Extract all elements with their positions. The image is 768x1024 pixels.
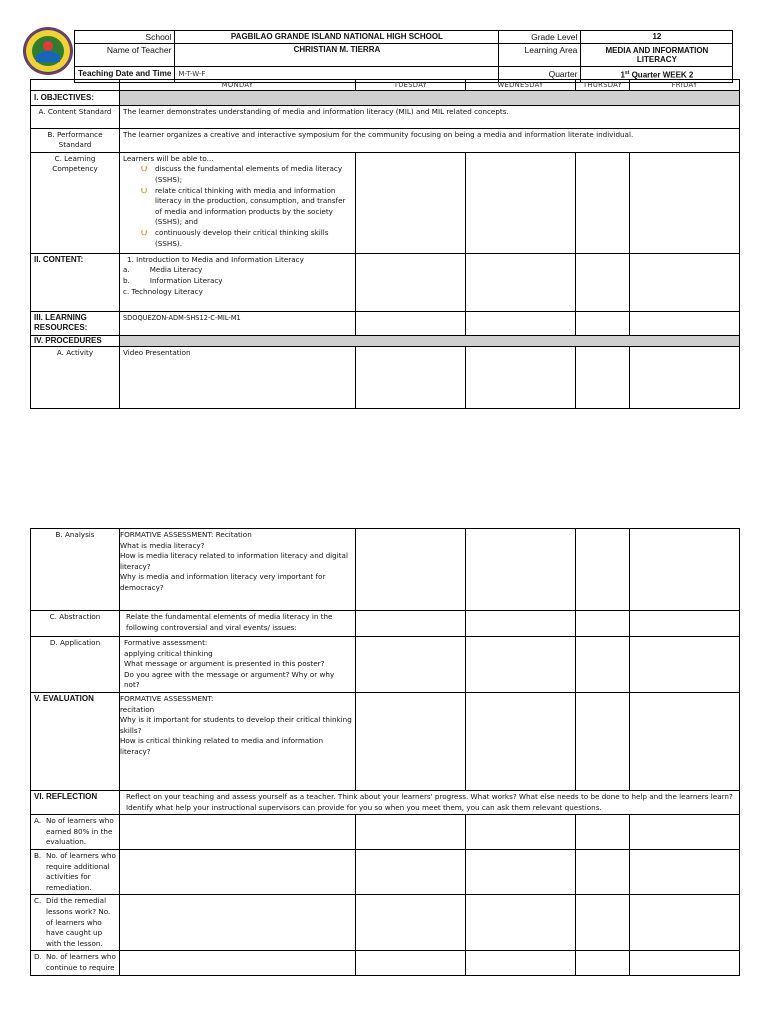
procedures-heading: IV. PROCEDURES [31,335,120,346]
teacher-label: Name of Teacher [75,44,175,67]
abstraction-label: C. Abstraction [31,611,120,637]
learning-competency-text: Learners will be able to... ⮋ discuss the fundamental elements of media literacy (SSHS); ⮋ relate critical thinking with media and information literacy in the production, consumption, and transfer of media and information products by the society (SSHS); and ⮋ continuously develop their critical thinking skills (SSHS). [120,152,356,253]
learning-area-value: MEDIA AND INFORMATION LITERACY [581,44,733,67]
application-label: D. Application [31,637,120,693]
performance-standard-text: The learner organizes a creative and interactive symposium for the community focusing on being a media and information literate individual. [120,128,740,152]
activity-text: Video Presentation [120,346,356,408]
school-name: PAGBILAO GRANDE ISLAND NATIONAL HIGH SCHOOL [175,31,499,44]
arrow-bullet-icon: ⮋ [141,185,148,195]
lesson-log-table-page2 [30,528,740,976]
performance-standard-label: B. Performance Standard [31,128,120,152]
reflection-item-a: A. No of learners who earned 80% in the evaluation. [31,815,120,850]
reflection-item-b: B. No. of learners who require additional activities for remediation. [31,849,120,894]
learning-area-label: Learning Area [499,44,581,67]
arrow-bullet-icon: ⮋ [141,227,148,237]
day-friday: FRIDAY [630,80,740,91]
header-table [74,30,733,83]
application-text: Formative assessment: applying critical thinking What message or argument is presented in this poster? Do you agree with the message or argument? Why or why not? [120,637,356,693]
content-standard-text: The learner demonstrates understanding of media and information literacy (MIL) and MIL related concepts. [120,105,740,128]
content-text: 1. Introduction to Media and Information Literacy a. Media Literacy b. Information Literacy c. Technology Literacy [120,253,356,311]
day-tuesday: TUESDAY [356,80,466,91]
teaching-date-label: Teaching Date and Time [75,67,175,83]
list-item: ⮋ discuss the fundamental elements of media literacy (SSHS); [141,164,343,184]
teacher-name: CHRISTIAN M. TIERRA [175,44,499,67]
quarter-value: 1st Quarter WEEK 2 [581,67,733,83]
list-item: ⮋ relate critical thinking with media and information literacy in the production, consumption, and transfer of media and information products by the society (SSHS); and [141,185,346,227]
list-item: ⮋ continuously develop their critical thinking skills (SSHS). [141,227,329,248]
teaching-date-value: M-T-W-F [175,67,499,83]
objectives-heading: I. OBJECTIVES: [31,91,120,106]
analysis-label: B. Analysis [31,529,120,611]
reflection-text: Reflect on your teaching and assess yourself as a teacher. Think about your learners' progress. What works? What else needs to be done to help and the learners learn? Identify what help your instructional supervisors can provide for you so when you meet them, you can ask them relevant questions. [120,791,740,815]
resources-text: SDOQUEZON-ADM-SHS12-C-MIL-M1 [120,311,356,335]
abstraction-text: Relate the fundamental elements of media literacy in the following controversial and viral events/ issues: [120,611,356,637]
reflection-item-c: C. Did the remedial lessons work? No. of learners who have caught up with the lesson. [31,895,120,951]
learning-competency-label: C. Learning Competency [31,152,120,253]
reflection-heading: VI. REFLECTION [31,791,120,815]
day-wednesday: WEDNESDAY [466,80,576,91]
content-heading: II. CONTENT: [31,253,120,311]
reflection-item-d: D. No. of learners who continue to require [31,951,120,975]
day-thursday: THURSDAY [576,80,630,91]
grade-level-label: Grade Level [499,31,581,44]
school-label: School [75,31,175,44]
lesson-log-table-page1 [30,79,740,409]
activity-label: A. Activity [31,346,120,408]
school-seal-logo [22,26,74,76]
content-standard-label: A. Content Standard [31,105,120,128]
analysis-text: FORMATIVE ASSESSMENT: Recitation What is media literacy? How is media literacy related to information literacy and digital literacy? Why is media and information literacy very important for democracy? [120,529,356,611]
resources-heading: III. LEARNING RESOURCES: [31,311,120,335]
day-monday: MONDAY [120,80,356,91]
evaluation-text: FORMATIVE ASSESSMENT: recitation Why is it important for students to develop their critical thinking skills? How is critical thinking related to media and information literacy? [120,693,356,791]
grade-level-value: 12 [581,31,733,44]
arrow-bullet-icon: ⮋ [141,164,148,174]
evaluation-heading: V. EVALUATION [31,693,120,791]
quarter-label: Quarter [499,67,581,83]
